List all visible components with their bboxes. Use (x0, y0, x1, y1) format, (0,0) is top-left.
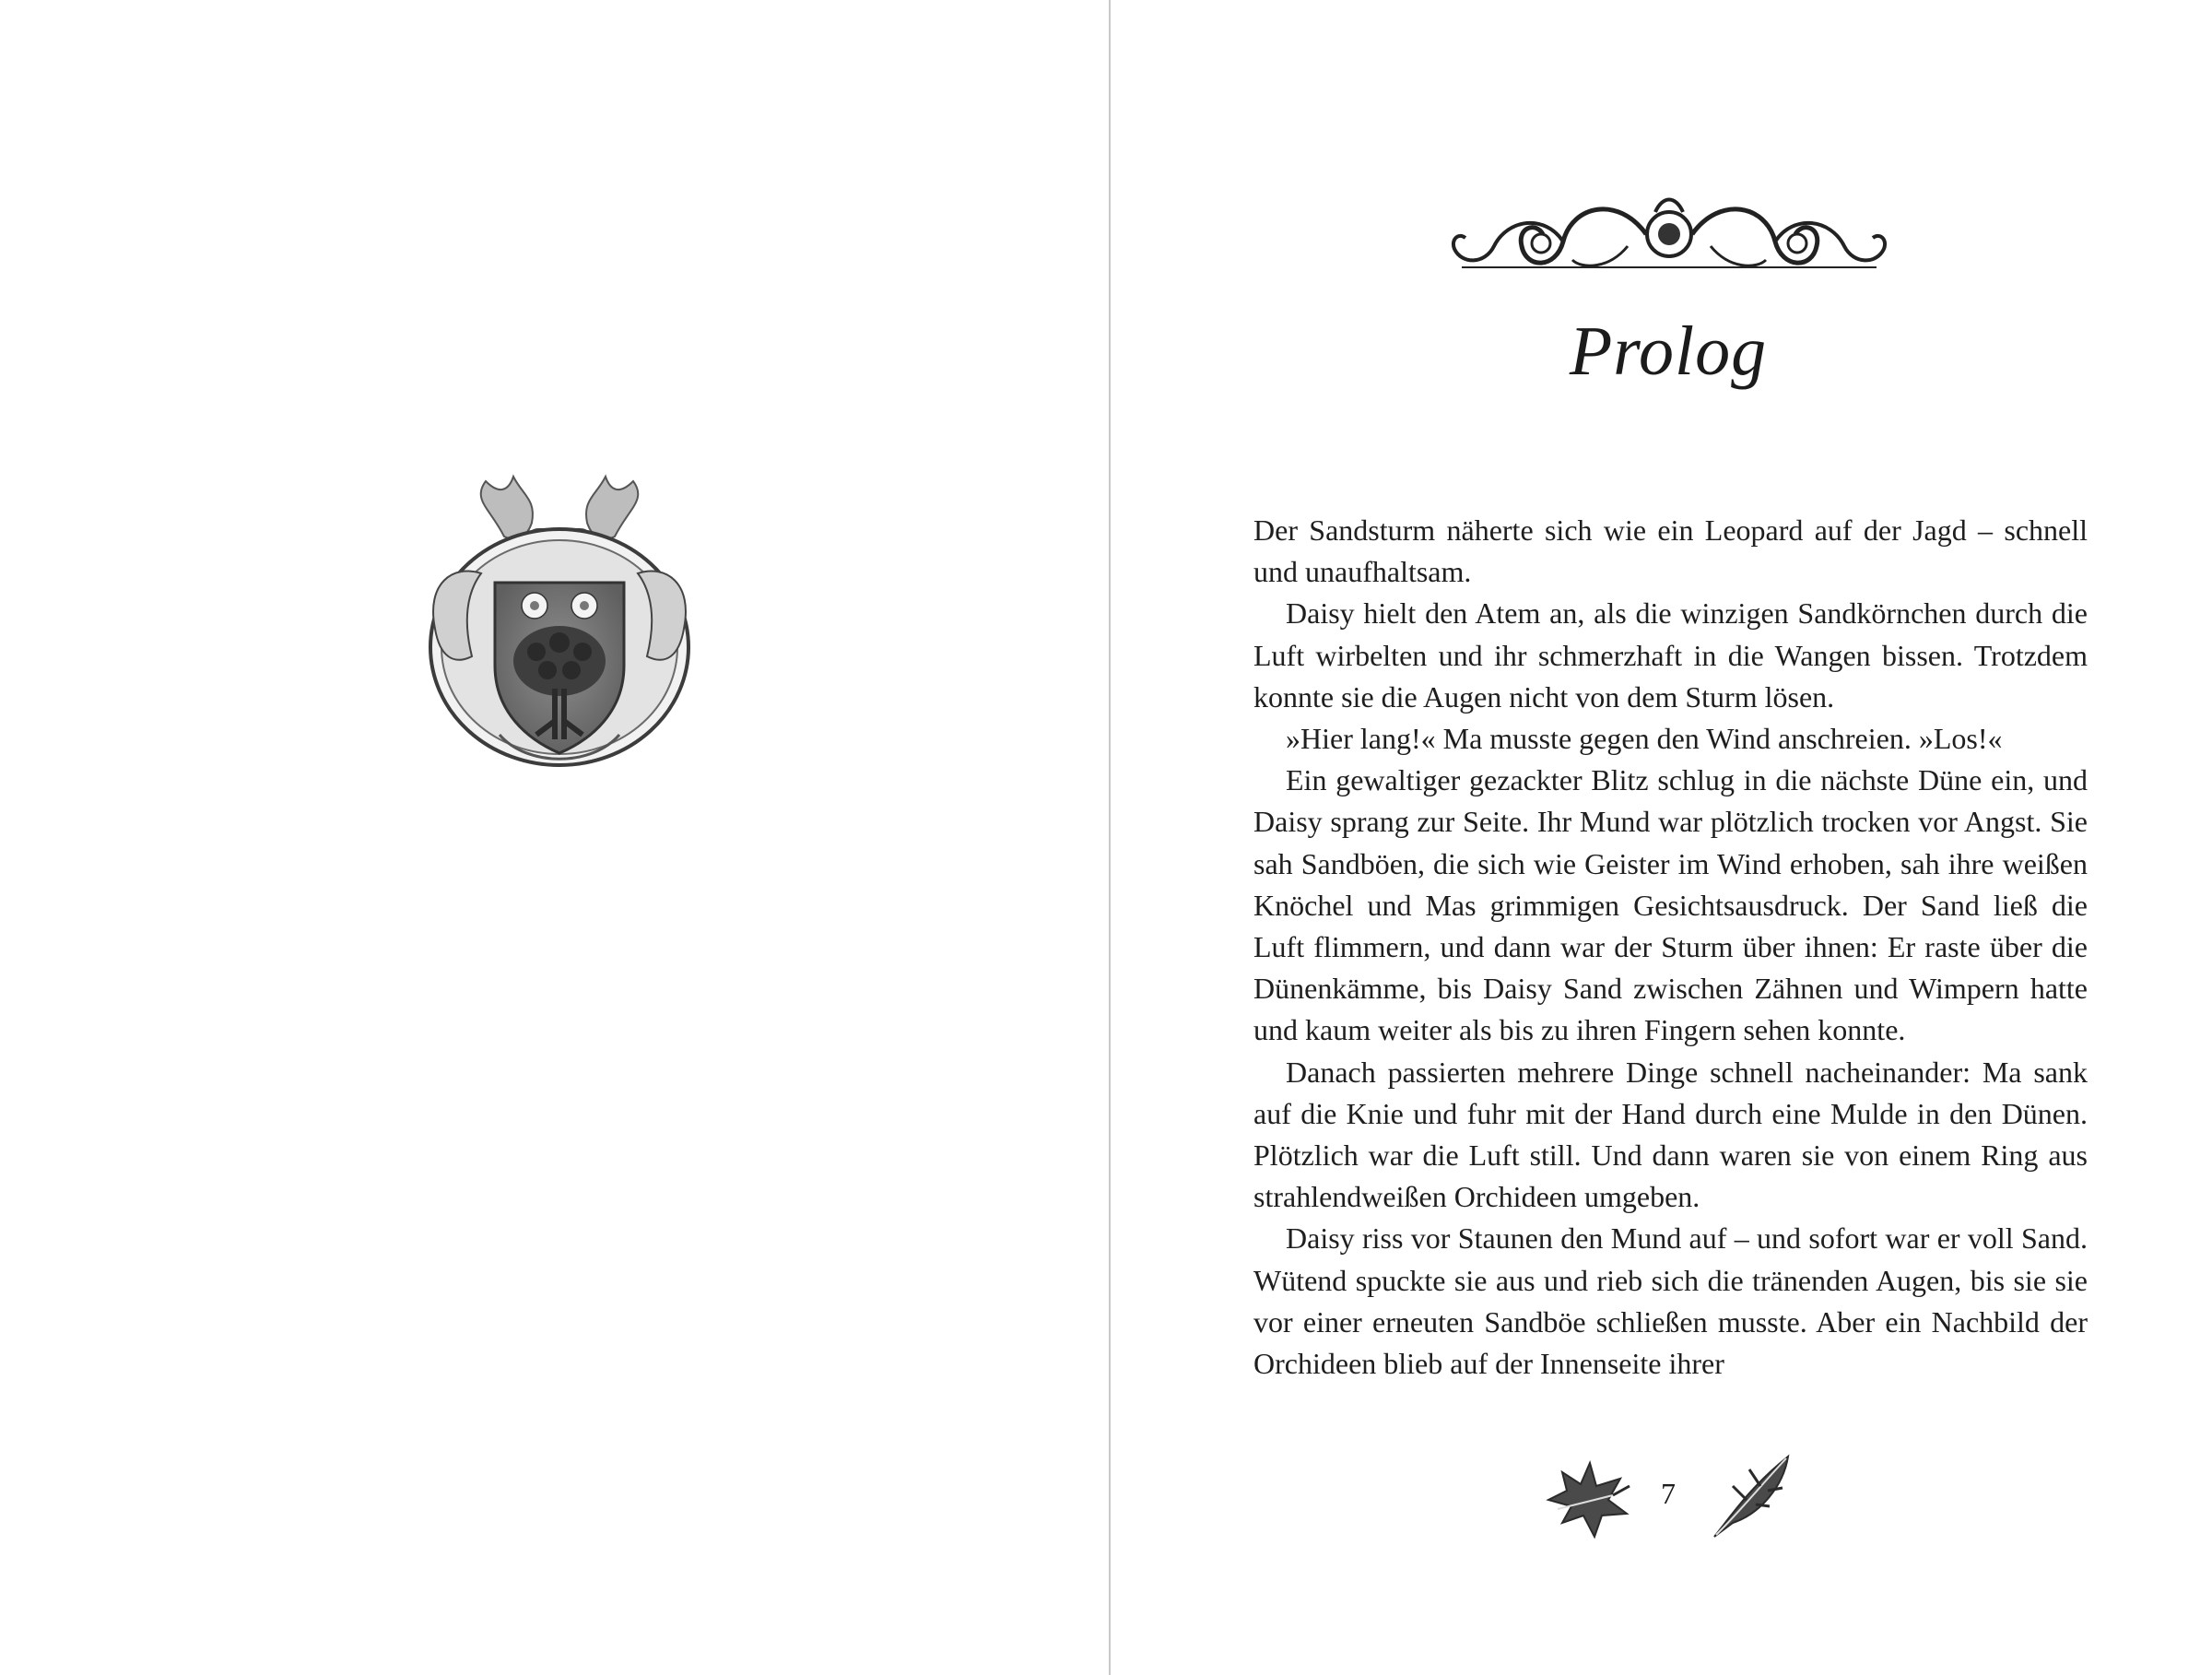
leaf-sprig-icon (1705, 1449, 1797, 1541)
paragraph: Daisy riss vor Staunen den Mund auf – und sofort war er voll Sand. Wütend spuckte sie aus und rieb sich die tränenden Augen, bis sie sie vor einer erneuten Sandböe schließen musste. Aber ein Nachbild der Orchideen blieb auf der Innenseite ihrer (1253, 1221, 2088, 1381)
paragraph: Daisy hielt den Atem an, als die winzigen Sandkörnchen durch die Luft wirbelten und ihr schmerzhaft in die Wangen bissen. Trotzdem konnte sie die Augen nicht von dem Sturm lösen. (1253, 596, 2088, 714)
book-gutter (1109, 0, 1111, 1675)
paragraph: Danach passierten mehrere Dinge schnell nacheinander: Ma sank auf die Knie und fuhr mit der Hand durch eine Mulde in den Dünen. Plötzlich war die Luft still. Und dann waren sie von einem Ring aus strahlendweißen Orchideen umgeben. (1253, 1055, 2088, 1214)
page-footer (1539, 1449, 1797, 1551)
family-crest-icon (417, 472, 702, 776)
paragraph: »Hier lang!« Ma musste gegen den Wind anschreien. »Los!« (1286, 722, 2003, 756)
page-number: 7 (1661, 1477, 1676, 1510)
paragraph: Der Sandsturm näherte sich wie ein Leopard auf der Jagd – schnell und unaufhaltsam. (1253, 513, 2088, 589)
chapter-title: Prolog (1569, 313, 1768, 390)
chapter-body (1253, 510, 2088, 1385)
scroll-ornament-icon (1443, 177, 1895, 288)
leaf-icon (1539, 1458, 1631, 1541)
paragraph: Ein gewaltiger gezackter Blitz schlug in die nächste Düne ein, und Daisy sprang zur Seite. Ihr Mund war plötzlich trocken vor Angst. Sie sah Sandböen, die sich wie Geister im Wind erhoben, sah ihre weißen Knöchel und Mas grimmigen Gesichtsausdruck. Der Sand ließ die Luft flimmern, und dann war der Sturm über ihnen: Er raste über die Dünenkämme, bis Daisy Sand zwischen Zähnen und Wimpern hatte und kaum weiter als bis zu ihren Fingern sehen konnte. (1253, 763, 2088, 1047)
